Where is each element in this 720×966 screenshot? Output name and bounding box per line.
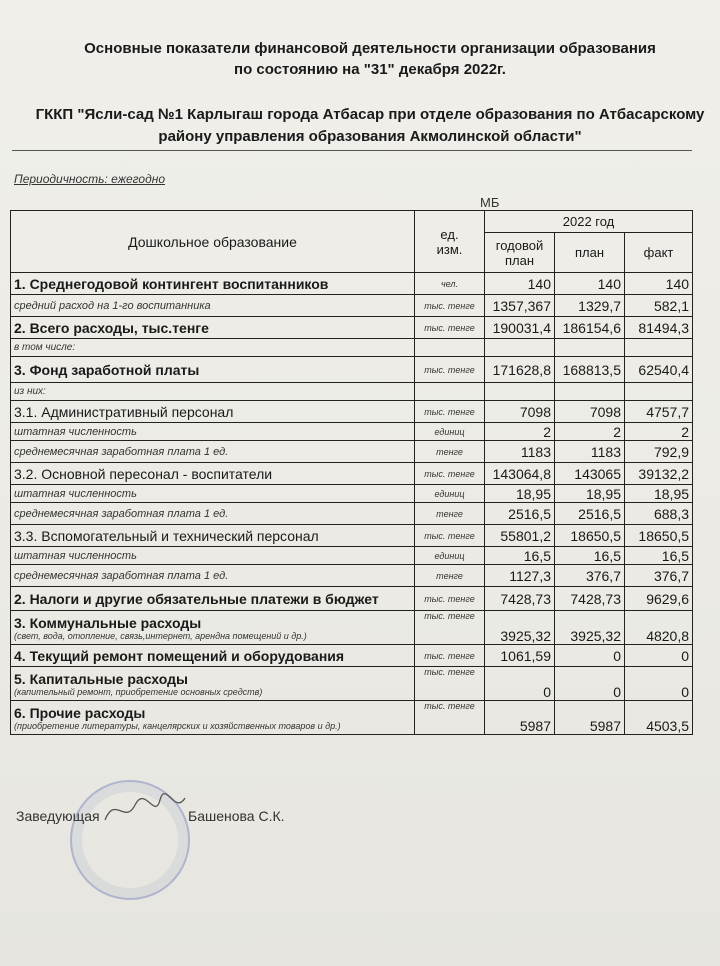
row-label: 3.3. Вспомогательный и технический персонал <box>11 525 415 547</box>
row-label-main: 5. Капитальные расходы <box>14 670 188 687</box>
row-annual-value: 7428,73 <box>485 587 555 611</box>
row-annual-value: 18,95 <box>485 485 555 503</box>
table-row <box>11 317 693 339</box>
table-row <box>11 463 693 485</box>
row-unit: тыс. тенге <box>415 611 485 645</box>
row-plan-value: 3925,32 <box>555 611 625 645</box>
row-unit: тыс. тенге <box>415 645 485 667</box>
table-body <box>11 273 693 735</box>
title-line-2: по состоянию на "31" декабря 2022г. <box>234 61 506 78</box>
row-unit: тыс. тенге <box>415 587 485 611</box>
row-fact-value: 18650,5 <box>625 525 693 547</box>
row-unit: тенге <box>415 503 485 525</box>
header-fact: факт <box>625 233 693 273</box>
row-plan-value: 16,5 <box>555 547 625 565</box>
row-fact-value: 62540,4 <box>625 357 693 383</box>
row-fact-value: 4757,7 <box>625 401 693 423</box>
title-divider <box>12 150 692 151</box>
row-label: 2. Налоги и другие обязательные платежи в бюджет <box>11 587 415 611</box>
header-unit <box>415 211 485 273</box>
header-main: Дошкольное образование <box>11 211 415 273</box>
row-unit: тыс. тенге <box>415 317 485 339</box>
row-label: в том числе: <box>11 339 415 357</box>
header-unit-line-1: ед. <box>440 226 459 242</box>
row-fact-value: 18,95 <box>625 485 693 503</box>
row-unit: тыс. тенге <box>415 525 485 547</box>
row-unit: тыс. тенге <box>415 667 485 701</box>
row-unit: единиц <box>415 547 485 565</box>
table-row <box>11 587 693 611</box>
table-row <box>11 383 693 401</box>
row-label-note: (свет, вода, отопление, связь,интернет, арендна помещений и др.) <box>14 630 307 641</box>
row-label-main: 3. Коммунальные расходы <box>14 614 202 631</box>
organization-name <box>30 104 710 148</box>
row-annual-value: 171628,8 <box>485 357 555 383</box>
row-annual-value: 5987 <box>485 701 555 735</box>
row-fact-value: 4503,5 <box>625 701 693 735</box>
row-fact-value: 376,7 <box>625 565 693 587</box>
row-plan-value: 0 <box>555 645 625 667</box>
row-plan-value: 7428,73 <box>555 587 625 611</box>
signature-position: Заведующая <box>16 808 100 824</box>
row-annual-value: 16,5 <box>485 547 555 565</box>
table-row <box>11 701 693 735</box>
row-label: средний расход на 1-го воспитанника <box>11 295 415 317</box>
row-fact-value: 0 <box>625 667 693 701</box>
row-label-note: (приобретение литературы, канцелярских и хозяйственных товаров и др.) <box>14 720 341 731</box>
row-unit: тыс. тенге <box>415 357 485 383</box>
row-label: 2. Всего расходы, тыс.тенге <box>11 317 415 339</box>
row-label: среднемесячная заработная плата 1 ед. <box>11 441 415 463</box>
row-plan-value: 18,95 <box>555 485 625 503</box>
table-row <box>11 273 693 295</box>
row-label: из них: <box>11 383 415 401</box>
row-label: штатная численность <box>11 547 415 565</box>
row-fact-value: 2 <box>625 423 693 441</box>
row-unit <box>415 339 485 357</box>
row-annual-value: 140 <box>485 273 555 295</box>
row-plan-value: 18650,5 <box>555 525 625 547</box>
row-label <box>11 701 415 735</box>
periodicity-label: Периодичность: ежегодно <box>14 172 165 186</box>
row-label <box>11 611 415 645</box>
table-row <box>11 547 693 565</box>
table-row <box>11 565 693 587</box>
header-annual <box>485 233 555 273</box>
row-annual-value: 1127,3 <box>485 565 555 587</box>
header-year: 2022 год <box>485 211 693 233</box>
row-plan-value: 2516,5 <box>555 503 625 525</box>
row-label: 3.1. Административный персонал <box>11 401 415 423</box>
row-label-note: (капительный ремонт, приобретение основных средств) <box>14 686 263 697</box>
row-plan-value: 1183 <box>555 441 625 463</box>
header-annual-line-1: годовой <box>495 237 544 253</box>
row-fact-value: 792,9 <box>625 441 693 463</box>
row-annual-value: 1061,59 <box>485 645 555 667</box>
row-plan-value: 5987 <box>555 701 625 735</box>
table-row <box>11 357 693 383</box>
row-unit: тыс. тенге <box>415 401 485 423</box>
row-fact-value: 81494,3 <box>625 317 693 339</box>
table-row <box>11 485 693 503</box>
row-unit: тенге <box>415 565 485 587</box>
row-fact-value: 4820,8 <box>625 611 693 645</box>
document-title <box>40 38 700 80</box>
row-annual-value: 2516,5 <box>485 503 555 525</box>
row-unit: чел. <box>415 273 485 295</box>
row-fact-value: 582,1 <box>625 295 693 317</box>
row-unit: тыс. тенге <box>415 295 485 317</box>
table-row <box>11 667 693 701</box>
row-fact-value: 0 <box>625 645 693 667</box>
row-label-main: 6. Прочие расходы <box>14 704 146 721</box>
row-fact-value: 9629,6 <box>625 587 693 611</box>
table-row <box>11 503 693 525</box>
row-plan-value: 376,7 <box>555 565 625 587</box>
budget-label: МБ <box>480 195 500 210</box>
row-label: штатная численность <box>11 423 415 441</box>
row-label: 4. Текущий ремонт помещений и оборудования <box>11 645 415 667</box>
row-label: штатная численность <box>11 485 415 503</box>
signature-scribble <box>100 790 190 830</box>
row-plan-value: 143065 <box>555 463 625 485</box>
table-row <box>11 611 693 645</box>
row-annual-value: 2 <box>485 423 555 441</box>
table-row <box>11 423 693 441</box>
row-plan-value: 186154,6 <box>555 317 625 339</box>
row-label: 3.2. Основной пересонал - воспитатели <box>11 463 415 485</box>
row-plan-value: 2 <box>555 423 625 441</box>
row-annual-value: 1357,367 <box>485 295 555 317</box>
row-label <box>11 667 415 701</box>
row-plan-value <box>555 339 625 357</box>
title-line-1: Основные показатели финансовой деятельности организации образования <box>84 40 656 57</box>
row-annual-value: 55801,2 <box>485 525 555 547</box>
table-row <box>11 401 693 423</box>
table-row <box>11 441 693 463</box>
row-plan-value <box>555 383 625 401</box>
row-fact-value <box>625 383 693 401</box>
row-annual-value <box>485 383 555 401</box>
table-row <box>11 645 693 667</box>
table-row <box>11 525 693 547</box>
row-annual-value: 3925,32 <box>485 611 555 645</box>
row-annual-value: 1183 <box>485 441 555 463</box>
row-annual-value <box>485 339 555 357</box>
row-plan-value: 140 <box>555 273 625 295</box>
org-line-2: району управления образования Акмолинской области" <box>158 128 582 145</box>
row-annual-value: 143064,8 <box>485 463 555 485</box>
row-fact-value: 688,3 <box>625 503 693 525</box>
row-unit: тыс. тенге <box>415 701 485 735</box>
row-fact-value <box>625 339 693 357</box>
org-line-1: ГККП "Ясли-сад №1 Карлыгаш города Атбасар при отделе образования по Атбасарскому <box>35 106 705 123</box>
row-unit <box>415 383 485 401</box>
row-unit: единиц <box>415 423 485 441</box>
table-row <box>11 339 693 357</box>
row-unit: единиц <box>415 485 485 503</box>
row-unit: тенге <box>415 441 485 463</box>
row-fact-value: 140 <box>625 273 693 295</box>
row-label: 3. Фонд заработной платы <box>11 357 415 383</box>
row-plan-value: 0 <box>555 667 625 701</box>
signature-name: Башенова С.К. <box>188 808 285 824</box>
header-unit-line-2: изм. <box>436 241 463 257</box>
row-plan-value: 7098 <box>555 401 625 423</box>
financial-table <box>10 210 693 735</box>
table-row <box>11 295 693 317</box>
row-annual-value: 0 <box>485 667 555 701</box>
header-annual-line-2: план <box>504 252 535 268</box>
row-fact-value: 16,5 <box>625 547 693 565</box>
row-label: среднемесячная заработная плата 1 ед. <box>11 503 415 525</box>
row-label: среднемесячная заработная плата 1 ед. <box>11 565 415 587</box>
table-header-row-1 <box>11 211 693 233</box>
header-plan: план <box>555 233 625 273</box>
row-fact-value: 39132,2 <box>625 463 693 485</box>
row-unit: тыс. тенге <box>415 463 485 485</box>
row-plan-value: 1329,7 <box>555 295 625 317</box>
row-annual-value: 190031,4 <box>485 317 555 339</box>
row-annual-value: 7098 <box>485 401 555 423</box>
row-plan-value: 168813,5 <box>555 357 625 383</box>
row-label: 1. Среднегодовой контингент воспитанников <box>11 273 415 295</box>
